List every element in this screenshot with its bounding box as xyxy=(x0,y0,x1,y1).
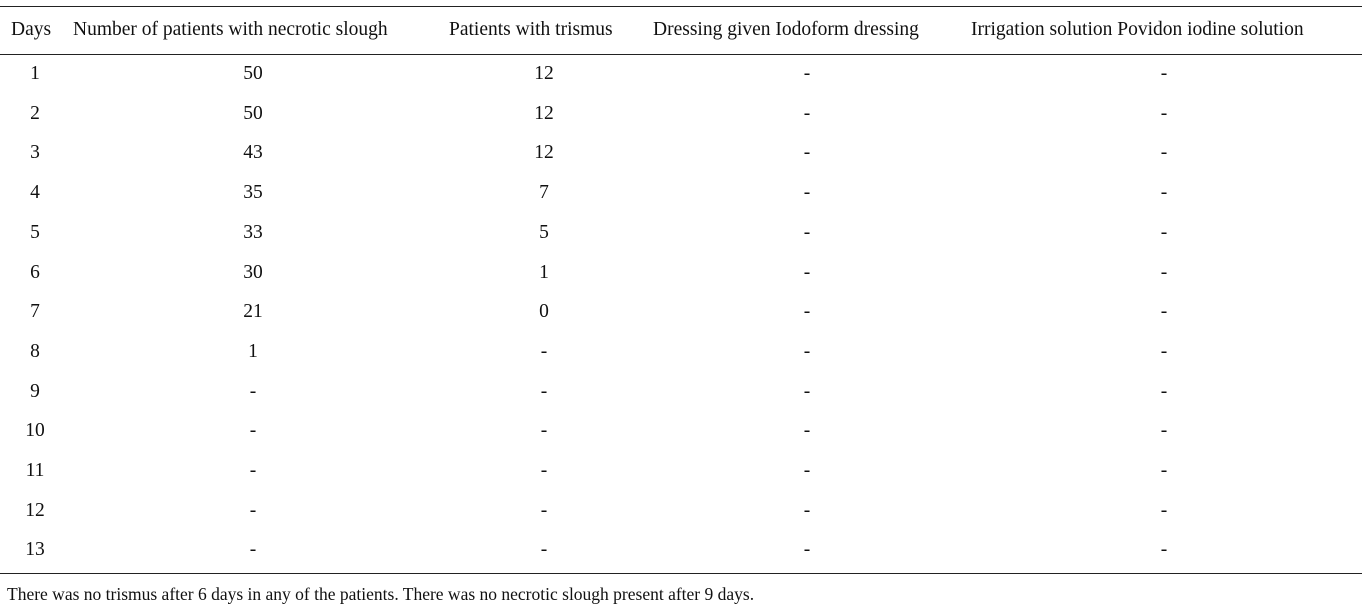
cell-day: 10 xyxy=(25,420,45,442)
header-necrotic-slough: Number of patients with necrotic slough xyxy=(73,19,388,40)
cell-necrotic-slough: 1 xyxy=(248,340,258,362)
cell-trismus: 12 xyxy=(534,63,554,84)
cell-trismus: 1 xyxy=(539,261,549,283)
cell-necrotic-slough: 50 xyxy=(243,102,263,124)
table-row xyxy=(0,416,1362,446)
header-dressing: Dressing given Iodoform dressing xyxy=(653,19,919,40)
table-row xyxy=(0,218,1362,248)
cell-necrotic-slough: 35 xyxy=(243,182,263,204)
cell-day: 6 xyxy=(30,261,40,283)
cell-trismus: - xyxy=(540,420,548,442)
cell-irrigation: - xyxy=(1160,301,1168,323)
cell-trismus: - xyxy=(540,380,548,402)
header-irrigation: Irrigation solution Povidon iodine solution xyxy=(971,19,1304,40)
cell-trismus: - xyxy=(540,460,548,481)
cell-day: 2 xyxy=(30,102,40,124)
table-row xyxy=(0,138,1362,168)
table-row xyxy=(0,337,1362,367)
header-days: Days xyxy=(11,19,52,40)
cell-trismus: 0 xyxy=(539,301,549,323)
cell-dressing: - xyxy=(803,380,811,402)
cell-irrigation: - xyxy=(1160,380,1168,402)
cell-necrotic-slough: 33 xyxy=(243,221,263,243)
cell-necrotic-slough: - xyxy=(249,539,257,561)
cell-day: 3 xyxy=(30,142,40,164)
cell-trismus: 12 xyxy=(534,142,554,164)
header-trismus: Patients with trismus xyxy=(449,19,613,40)
cell-irrigation: - xyxy=(1160,182,1168,204)
cell-necrotic-slough: - xyxy=(249,460,257,481)
cell-dressing: - xyxy=(803,499,811,521)
cell-dressing: - xyxy=(803,261,811,283)
cell-dressing: - xyxy=(803,142,811,164)
cell-dressing: - xyxy=(803,420,811,442)
cell-day: 4 xyxy=(30,182,40,204)
cell-irrigation: - xyxy=(1160,261,1168,283)
table-footnote: There was no trismus after 6 days in any of the patients. There was no necrotic slough present after 9 days. xyxy=(7,584,755,604)
table-row xyxy=(0,59,1362,89)
cell-irrigation: - xyxy=(1160,499,1168,521)
cell-irrigation: - xyxy=(1160,420,1168,442)
cell-dressing: - xyxy=(803,539,811,561)
cell-day: 5 xyxy=(30,221,40,243)
cell-irrigation: - xyxy=(1160,102,1168,124)
cell-day: 1 xyxy=(30,63,40,84)
cell-dressing: - xyxy=(803,221,811,243)
table-row xyxy=(0,99,1362,129)
table-row xyxy=(0,456,1362,486)
cell-irrigation: - xyxy=(1160,221,1168,243)
cell-trismus: - xyxy=(540,499,548,521)
cell-trismus: - xyxy=(540,539,548,561)
table-row xyxy=(0,377,1362,407)
table-bottom-rule xyxy=(0,573,1362,574)
table-row xyxy=(0,258,1362,288)
cell-trismus: 12 xyxy=(534,102,554,124)
table-row xyxy=(0,535,1362,565)
cell-irrigation: - xyxy=(1160,539,1168,561)
cell-day: 7 xyxy=(30,301,40,323)
table-top-rule xyxy=(0,6,1362,7)
cell-trismus: 5 xyxy=(539,221,549,243)
cell-necrotic-slough: - xyxy=(249,420,257,442)
cell-necrotic-slough: - xyxy=(249,499,257,521)
cell-day: 13 xyxy=(25,539,45,561)
cell-day: 12 xyxy=(25,499,45,521)
cell-day: 8 xyxy=(30,340,40,362)
cell-dressing: - xyxy=(803,301,811,323)
cell-irrigation: - xyxy=(1160,340,1168,362)
cell-irrigation: - xyxy=(1160,460,1168,481)
cell-dressing: - xyxy=(803,182,811,204)
cell-dressing: - xyxy=(803,102,811,124)
cell-dressing: - xyxy=(803,340,811,362)
cell-necrotic-slough: 43 xyxy=(243,142,263,164)
cell-necrotic-slough: - xyxy=(249,380,257,402)
cell-necrotic-slough: 50 xyxy=(243,63,263,84)
table-header-rule xyxy=(0,54,1362,55)
cell-dressing: - xyxy=(803,460,811,481)
table-row xyxy=(0,496,1362,526)
cell-irrigation: - xyxy=(1160,142,1168,164)
table-row xyxy=(0,178,1362,208)
cell-necrotic-slough: 30 xyxy=(243,261,263,283)
table-header-row xyxy=(0,15,1362,45)
cell-necrotic-slough: 21 xyxy=(243,301,263,323)
cell-day: 11 xyxy=(25,460,45,481)
cell-day: 9 xyxy=(30,380,40,402)
cell-trismus: 7 xyxy=(539,182,549,204)
cell-dressing: - xyxy=(803,63,811,84)
table-row xyxy=(0,297,1362,327)
cell-irrigation: - xyxy=(1160,63,1168,84)
cell-trismus: - xyxy=(540,340,548,362)
